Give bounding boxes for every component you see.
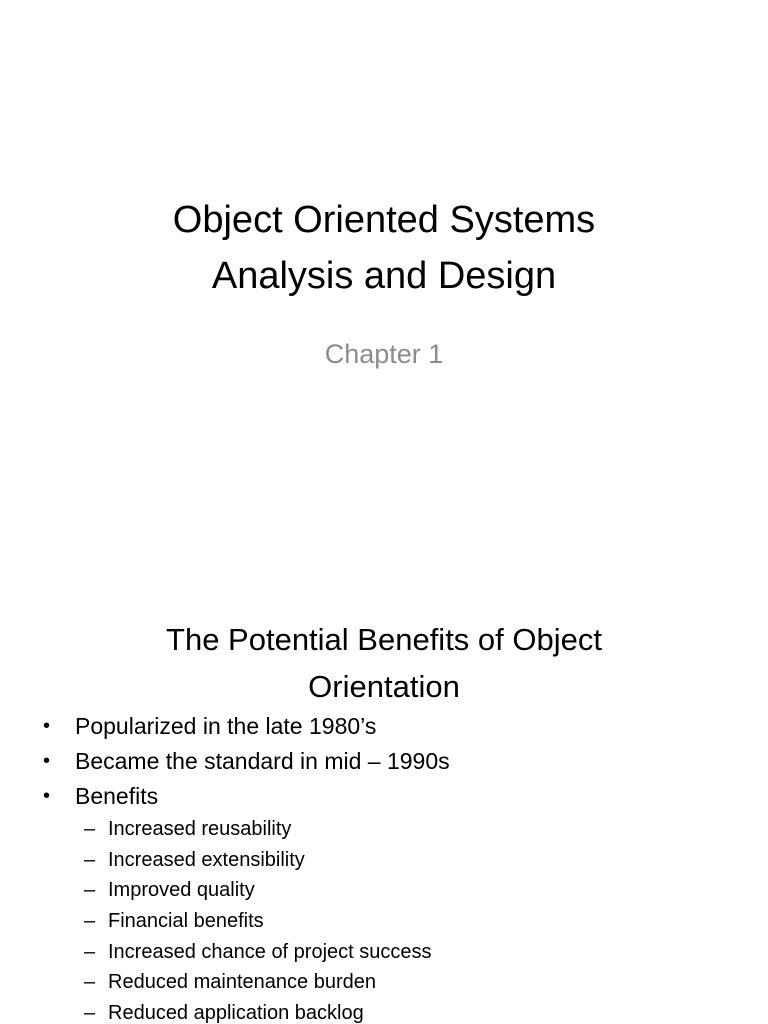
dash-marker: –: [84, 818, 96, 840]
bullet-item: [0, 779, 768, 814]
sub-bullet-item: [0, 845, 768, 876]
dash-marker: –: [84, 910, 96, 933]
bullet-marker: •: [43, 750, 51, 772]
dash-marker: –: [84, 1002, 96, 1024]
bullet-list: [0, 709, 768, 1024]
sub-bullet-item: [0, 998, 768, 1024]
slide-subtitle: Chapter 1: [324, 339, 444, 369]
sub-bullet-item: [0, 875, 768, 906]
bullet-text: Benefits: [75, 783, 159, 809]
sub-bullet-text: Increased extensibility: [108, 848, 305, 871]
sub-bullet-text: Increased chance of project success: [108, 940, 432, 963]
benefits-heading: [0, 616, 768, 710]
slide-benefits: [0, 576, 768, 1024]
benefits-heading-line-2: Orientation: [308, 669, 460, 704]
sub-bullet-text: Increased reusability: [108, 818, 292, 840]
dash-marker: –: [84, 940, 96, 963]
sub-bullet-item: [0, 967, 768, 998]
slide-title-heading: [0, 192, 768, 304]
bullet-marker: •: [43, 785, 51, 807]
dash-marker: –: [84, 971, 96, 994]
sub-bullet-item: [0, 937, 768, 968]
sub-bullet-item: [0, 814, 768, 845]
dash-marker: –: [84, 848, 96, 871]
sub-bullet-text: Financial benefits: [108, 910, 264, 933]
sub-bullet-text: Improved quality: [108, 879, 255, 902]
benefits-heading-line-1: The Potential Benefits of Object: [166, 622, 602, 657]
bullet-item: [0, 744, 768, 779]
bullet-text: Popularized in the late 1980’s: [75, 713, 377, 739]
sub-bullet-text: Reduced maintenance burden: [108, 971, 376, 994]
sub-bullet-text: Reduced application backlog: [108, 1002, 364, 1024]
title-line-1: Object Oriented Systems: [172, 199, 596, 241]
sub-bullet-list: [0, 814, 768, 1024]
sub-bullet-group: [0, 814, 768, 1024]
title-line-2: Analysis and Design: [211, 255, 557, 297]
sub-bullet-item: [0, 906, 768, 937]
bullet-text: Became the standard in mid – 1990s: [75, 748, 450, 774]
dash-marker: –: [84, 879, 96, 902]
bullet-item: [0, 709, 768, 744]
bullet-marker: •: [43, 715, 51, 737]
